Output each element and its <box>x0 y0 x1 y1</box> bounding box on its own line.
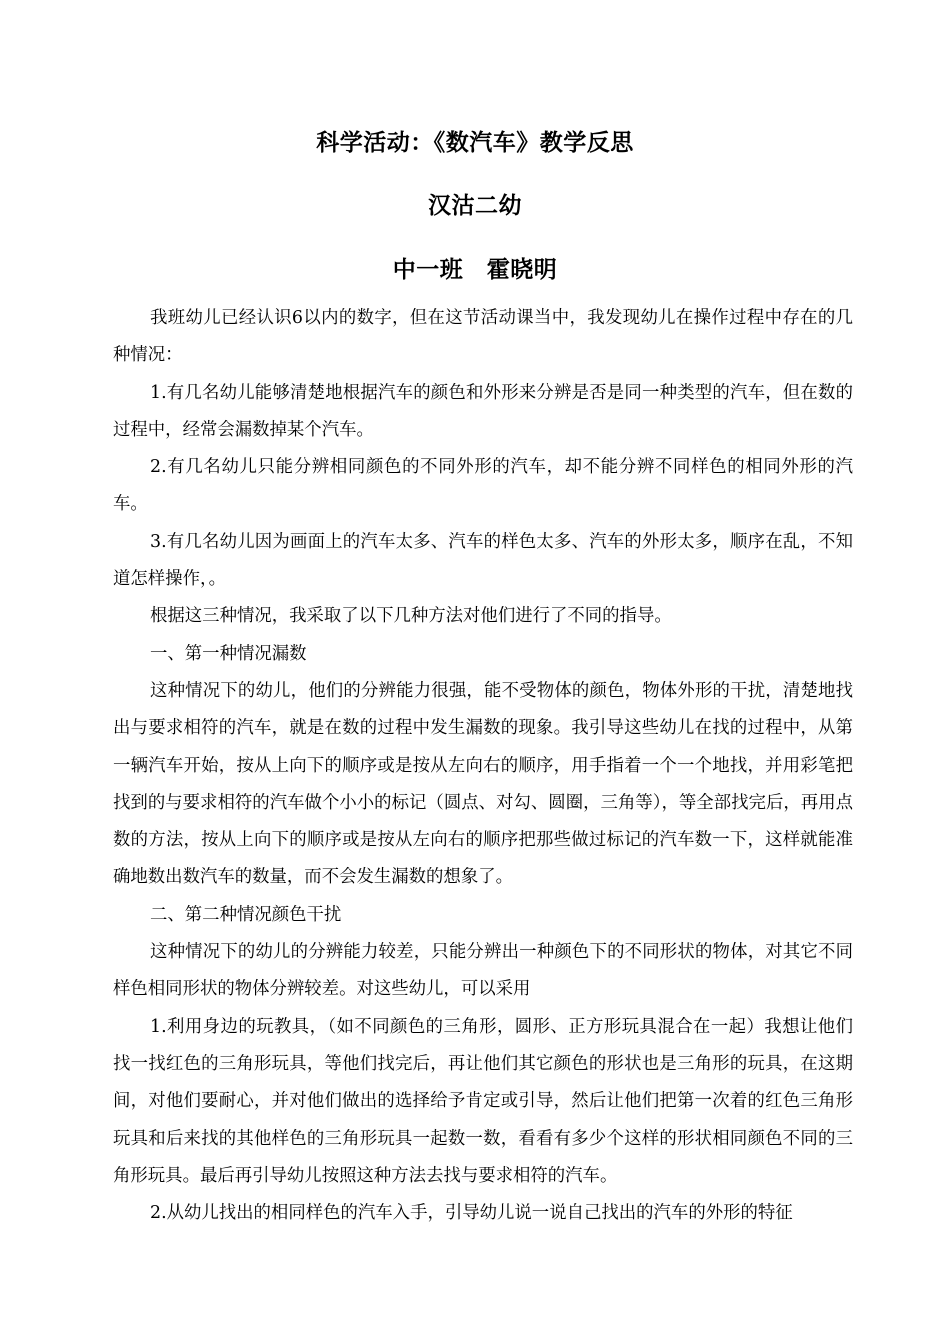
document-title: 科学活动：《数汽车》教学反思 <box>316 129 634 156</box>
school-name: 汉沽二幼 <box>428 192 522 219</box>
author-line: 中一班 霍晓明 <box>392 256 558 283</box>
paragraph: 根据这三种情况，我采取了以下几种方法对他们进行了不同的指导。 <box>150 606 672 627</box>
paragraph: 1.利用身边的玩教具，（如不同颜色的三角形，圆形、正方形玩具混合在一起）我想让他们找一找红色的三角形玩具，等他们找完后，再让他们其它颜色的形状也是三角形的玩具，在这期间，对他们要耐心，并对他们做出的选择给予肯定或引导，然后让他们把第一次着的红色三角形玩具和后来找的其他样色的三角形玩具一起数一数，看看有多少个这样的形状相同颜色不同的三角形玩具。最后再引导幼儿按照这种方法去找与要求相符的汽车。 <box>113 1016 853 1186</box>
paragraph: 2.有几名幼儿只能分辨相同颜色的不同外形的汽车，却不能分辨不同样色的相同外形的汽车。 <box>113 457 853 515</box>
paragraph: 2.从幼儿找出的相同样色的汽车入手，引导幼儿说一说自己找出的汽车的外形的特征 <box>150 1203 793 1224</box>
paragraph: 这种情况下的幼儿，他们的分辨能力很强，能不受物体的颜色，物体外形的干扰，清楚地找出与要求相符的汽车，就是在数的过程中发生漏数的现象。我引导这些幼儿在找的过程中，从第一辆汽车开始，按从上向下的顺序或是按从左向右的顺序，用手指着一个一个地找，并用彩笔把找到的与要求相符的汽车做个小小的标记（圆点、对勾、圆圈，三角等），等全部找完后，再用点数的方法，按从上向下的顺序或是按从左向右的顺序把那些做过标记的汽车数一下，这样就能准确地数出数汽车的数量，而不会发生漏数的想象了。 <box>113 680 853 888</box>
paragraph: 3.有几名幼儿因为画面上的汽车太多、汽车的样色太多、汽车的外形太多，顺序在乱，不知道怎样操作，。 <box>113 531 853 590</box>
document-body <box>113 300 853 1232</box>
paragraph: 这种情况下的幼儿的分辨能力较差，只能分辨出一种颜色下的不同形状的物体，对其它不同样色相同形状的物体分辨较差。对这些幼儿，可以采用 <box>113 942 853 1000</box>
paragraph: 我班幼儿已经认识6以内的数字，但在这节活动课当中，我发现幼儿在操作过程中存在的几种情况： <box>113 308 853 366</box>
paragraph: 1.有几名幼儿能够清楚地根据汽车的颜色和外形来分辨是否是同一种类型的汽车，但在数的过程中，经常会漏数掉某个汽车。 <box>113 382 853 440</box>
section-heading: 一、第一种情况漏数 <box>150 643 307 664</box>
section-heading: 二、第二种情况颜色干扰 <box>150 904 342 925</box>
